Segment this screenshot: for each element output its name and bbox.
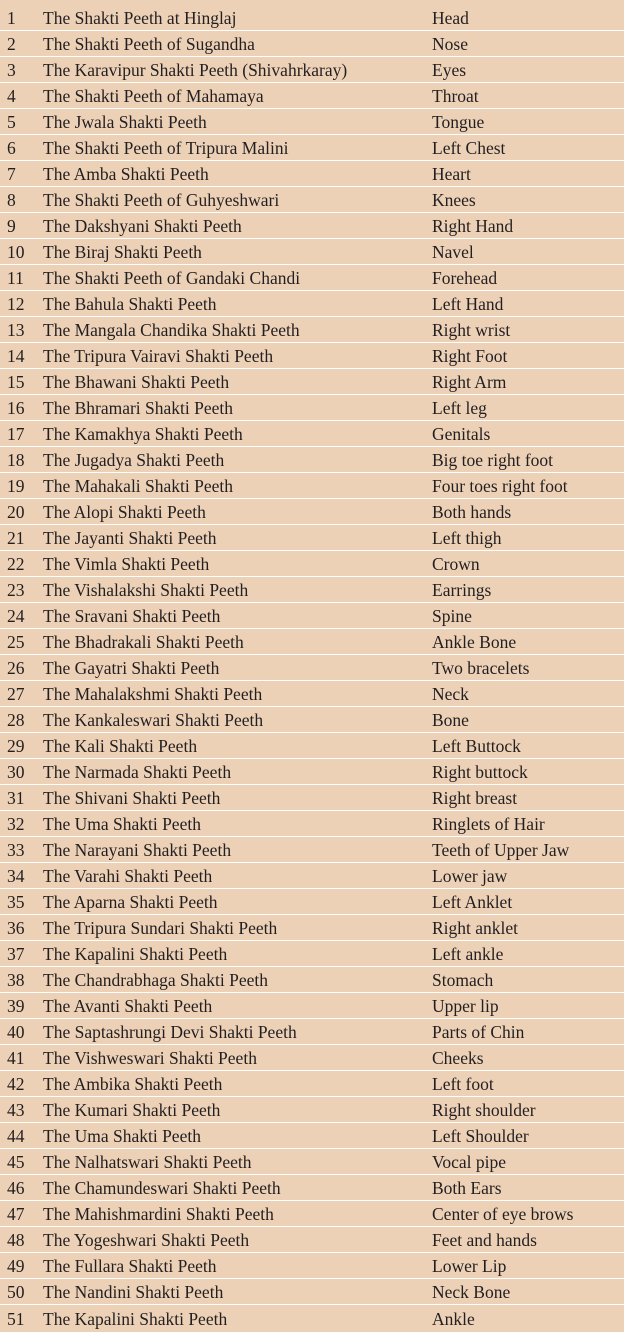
table-row — [0, 603, 624, 629]
body-part: Left thigh — [432, 528, 502, 548]
body-part: Left Chest — [432, 138, 506, 158]
body-part: Forehead — [432, 268, 498, 288]
body-part: Left foot — [432, 1074, 494, 1094]
row-number: 28 — [7, 710, 25, 730]
peeth-name: The Gayatri Shakti Peeth — [43, 658, 220, 678]
body-part: Left leg — [432, 398, 487, 418]
body-part: Bone — [432, 710, 469, 730]
peeth-name: The Aparna Shakti Peeth — [43, 892, 218, 912]
row-number: 47 — [7, 1204, 25, 1224]
peeth-name: The Chamundeswari Shakti Peeth — [43, 1178, 281, 1198]
table-row — [0, 265, 624, 291]
body-part: Big toe right foot — [432, 450, 554, 470]
table-row — [0, 785, 624, 811]
table-row — [0, 395, 624, 421]
peeth-name: The Narmada Shakti Peeth — [43, 762, 232, 782]
table-row — [0, 473, 624, 499]
body-part: Left Hand — [432, 294, 504, 314]
peeth-name: The Shakti Peeth of Mahamaya — [43, 86, 264, 106]
peeth-name: The Kapalini Shakti Peeth — [43, 944, 228, 964]
body-part: Lower jaw — [432, 866, 508, 886]
row-number: 38 — [7, 970, 25, 990]
row-number: 15 — [7, 372, 25, 392]
table-row — [0, 1123, 624, 1149]
peeth-name: The Bhadrakali Shakti Peeth — [43, 632, 244, 652]
body-part: Right breast — [432, 788, 518, 808]
row-number: 27 — [7, 684, 25, 704]
row-number: 26 — [7, 658, 25, 678]
row-number: 39 — [7, 996, 25, 1016]
row-number: 37 — [7, 944, 25, 964]
row-number: 34 — [7, 866, 25, 886]
table-row — [0, 655, 624, 681]
table-row — [0, 1305, 624, 1331]
body-part: Tongue — [432, 112, 485, 132]
row-number: 31 — [7, 788, 25, 808]
body-part: Right buttock — [432, 762, 528, 782]
body-part: Crown — [432, 554, 480, 574]
table-row — [0, 135, 624, 161]
body-part: Throat — [432, 86, 479, 106]
body-part: Four toes right foot — [432, 476, 568, 496]
row-number: 36 — [7, 918, 25, 938]
body-part: Eyes — [432, 60, 467, 80]
row-number: 49 — [7, 1256, 25, 1276]
peeth-name: The Bahula Shakti Peeth — [43, 294, 217, 314]
table-row — [0, 1227, 624, 1253]
row-number: 21 — [7, 528, 25, 548]
row-number: 11 — [7, 268, 24, 288]
peeth-name: The Kamakhya Shakti Peeth — [43, 424, 243, 444]
table-row — [0, 57, 624, 83]
body-part: Left Shoulder — [432, 1126, 529, 1146]
table-row — [0, 447, 624, 473]
table-row — [0, 1279, 624, 1305]
row-number: 5 — [7, 112, 16, 132]
row-number: 45 — [7, 1152, 25, 1172]
table-row — [0, 681, 624, 707]
peeth-name: The Alopi Shakti Peeth — [43, 502, 206, 522]
body-part: Nose — [432, 34, 468, 54]
table-row — [0, 577, 624, 603]
table-row — [0, 1071, 624, 1097]
row-number: 20 — [7, 502, 25, 522]
row-number: 7 — [7, 164, 16, 184]
peeth-name: The Uma Shakti Peeth — [43, 814, 201, 834]
row-number: 18 — [7, 450, 25, 470]
body-part: Heart — [432, 164, 471, 184]
peeth-name: The Amba Shakti Peeth — [43, 164, 209, 184]
row-number: 50 — [7, 1282, 25, 1302]
peeth-name: The Shakti Peeth of Gandaki Chandi — [43, 268, 301, 288]
body-part: Ankle — [432, 1309, 475, 1329]
row-number: 25 — [7, 632, 25, 652]
body-part: Left Buttock — [432, 736, 521, 756]
row-number: 35 — [7, 892, 25, 912]
row-number: 8 — [7, 190, 16, 210]
table-row — [0, 499, 624, 525]
table-row — [0, 707, 624, 733]
peeth-name: The Saptashrungi Devi Shakti Peeth — [43, 1022, 297, 1042]
row-number: 17 — [7, 424, 25, 444]
peeth-name: The Dakshyani Shakti Peeth — [43, 216, 242, 236]
table-row — [0, 31, 624, 57]
table-row — [0, 1201, 624, 1227]
peeth-name: The Bhramari Shakti Peeth — [43, 398, 234, 418]
row-number: 16 — [7, 398, 25, 418]
peeth-name: The Narayani Shakti Peeth — [43, 840, 232, 860]
peeth-name: The Nandini Shakti Peeth — [43, 1282, 224, 1302]
body-part: Right Hand — [432, 216, 514, 236]
row-number: 44 — [7, 1126, 25, 1146]
row-number: 13 — [7, 320, 25, 340]
body-part: Genitals — [432, 424, 491, 444]
body-part: Head — [432, 8, 469, 28]
peeth-name: The Karavipur Shakti Peeth (Shivahrkaray) — [43, 60, 348, 80]
table-row — [0, 343, 624, 369]
table-row — [0, 421, 624, 447]
body-part: Neck Bone — [432, 1282, 511, 1302]
peeth-name: The Varahi Shakti Peeth — [43, 866, 213, 886]
peeth-name: The Yogeshwari Shakti Peeth — [43, 1230, 250, 1250]
table-row — [0, 213, 624, 239]
body-part: Cheeks — [432, 1048, 484, 1068]
table-row — [0, 0, 624, 31]
peeth-name: The Bhawani Shakti Peeth — [43, 372, 230, 392]
row-number: 24 — [7, 606, 25, 626]
peeth-name: The Shakti Peeth of Tripura Malini — [43, 138, 289, 158]
body-part: Right Arm — [432, 372, 507, 392]
peeth-name: The Shakti Peeth of Sugandha — [43, 34, 255, 54]
peeth-name: The Jugadya Shakti Peeth — [43, 450, 225, 470]
table-row — [0, 629, 624, 655]
body-part: Earrings — [432, 580, 492, 600]
peeth-name: The Vishalakshi Shakti Peeth — [43, 580, 249, 600]
peeth-name: The Mahakali Shakti Peeth — [43, 476, 234, 496]
body-part: Both Ears — [432, 1178, 502, 1198]
peeth-name: The Uma Shakti Peeth — [43, 1126, 201, 1146]
row-number: 33 — [7, 840, 25, 860]
peeth-name: The Jwala Shakti Peeth — [43, 112, 207, 132]
body-part: Left ankle — [432, 944, 504, 964]
body-part: Feet and hands — [432, 1230, 537, 1250]
body-part: Both hands — [432, 502, 512, 522]
table-row — [0, 109, 624, 135]
peeth-name: The Fullara Shakti Peeth — [43, 1256, 217, 1276]
peeth-name: The Tripura Vairavi Shakti Peeth — [43, 346, 274, 366]
peeth-name: The Shivani Shakti Peeth — [43, 788, 221, 808]
body-part: Neck — [432, 684, 469, 704]
body-part: Lower Lip — [432, 1256, 507, 1276]
row-number: 40 — [7, 1022, 25, 1042]
row-number: 19 — [7, 476, 25, 496]
peeth-name: The Jayanti Shakti Peeth — [43, 528, 217, 548]
body-part: Knees — [432, 190, 476, 210]
table-row — [0, 1149, 624, 1175]
table-row — [0, 759, 624, 785]
body-part: Center of eye brows — [432, 1204, 574, 1224]
table-row — [0, 239, 624, 265]
peeth-name: The Biraj Shakti Peeth — [43, 242, 202, 262]
peeth-name: The Kali Shakti Peeth — [43, 736, 198, 756]
peeth-name: The Shakti Peeth at Hinglaj — [43, 8, 237, 28]
row-number: 9 — [7, 216, 16, 236]
row-number: 3 — [7, 60, 16, 80]
table-row — [0, 837, 624, 863]
row-number: 6 — [7, 138, 16, 158]
body-part: Teeth of Upper Jaw — [432, 840, 570, 860]
row-number: 10 — [7, 242, 25, 262]
row-number: 42 — [7, 1074, 25, 1094]
table-row — [0, 993, 624, 1019]
body-part: Two bracelets — [432, 658, 530, 678]
row-number: 32 — [7, 814, 25, 834]
row-number: 23 — [7, 580, 25, 600]
table-row — [0, 1253, 624, 1279]
table-row — [0, 941, 624, 967]
table-row — [0, 83, 624, 109]
row-number: 14 — [7, 346, 25, 366]
table-row — [0, 1175, 624, 1201]
table-row — [0, 967, 624, 993]
table-row — [0, 1019, 624, 1045]
table-row — [0, 1045, 624, 1071]
row-number: 30 — [7, 762, 25, 782]
body-part: Parts of Chin — [432, 1022, 525, 1042]
body-part: Ringlets of Hair — [432, 814, 545, 834]
row-number: 1 — [7, 8, 16, 28]
row-number: 46 — [7, 1178, 25, 1198]
row-number: 41 — [7, 1048, 25, 1068]
row-number: 43 — [7, 1100, 25, 1120]
table-row — [0, 161, 624, 187]
table-row — [0, 525, 624, 551]
body-part: Left Anklet — [432, 892, 513, 912]
table-row — [0, 1097, 624, 1123]
table-row — [0, 369, 624, 395]
row-number: 22 — [7, 554, 25, 574]
table-row — [0, 915, 624, 941]
peeth-name: The Vimla Shakti Peeth — [43, 554, 210, 574]
body-part: Stomach — [432, 970, 494, 990]
peeth-name: The Mangala Chandika Shakti Peeth — [43, 320, 300, 340]
body-part: Right shoulder — [432, 1100, 536, 1120]
peeth-name: The Kankaleswari Shakti Peeth — [43, 710, 264, 730]
peeth-name: The Kumari Shakti Peeth — [43, 1100, 221, 1120]
peeth-name: The Chandrabhaga Shakti Peeth — [43, 970, 269, 990]
table-row — [0, 551, 624, 577]
body-part: Ankle Bone — [432, 632, 517, 652]
body-part: Upper lip — [432, 996, 499, 1016]
peeth-name: The Nalhatswari Shakti Peeth — [43, 1152, 252, 1172]
table-row — [0, 811, 624, 837]
body-part: Right Foot — [432, 346, 508, 366]
body-part: Vocal pipe — [432, 1152, 507, 1172]
table-row — [0, 291, 624, 317]
peeth-name: The Shakti Peeth of Guhyeshwari — [43, 190, 280, 210]
peeth-name: The Tripura Sundari Shakti Peeth — [43, 918, 278, 938]
table-row — [0, 317, 624, 343]
peeth-name: The Avanti Shakti Peeth — [43, 996, 213, 1016]
table-row — [0, 863, 624, 889]
peeth-name: The Ambika Shakti Peeth — [43, 1074, 223, 1094]
peeth-name: The Mahishmardini Shakti Peeth — [43, 1204, 274, 1224]
peeth-name: The Vishweswari Shakti Peeth — [43, 1048, 257, 1068]
row-number: 12 — [7, 294, 25, 314]
body-part: Navel — [432, 242, 474, 262]
peeth-name: The Mahalakshmi Shakti Peeth — [43, 684, 263, 704]
peeth-name: The Sravani Shakti Peeth — [43, 606, 221, 626]
table-row — [0, 187, 624, 213]
body-part: Right wrist — [432, 320, 511, 340]
table-row — [0, 889, 624, 915]
row-number: 29 — [7, 736, 25, 756]
body-part: Right anklet — [432, 918, 519, 938]
body-part: Spine — [432, 606, 472, 626]
row-number: 48 — [7, 1230, 25, 1250]
row-number: 51 — [7, 1309, 25, 1329]
table-row — [0, 733, 624, 759]
peeth-name: The Kapalini Shakti Peeth — [43, 1309, 228, 1329]
row-number: 4 — [7, 86, 16, 106]
row-number: 2 — [7, 34, 16, 54]
